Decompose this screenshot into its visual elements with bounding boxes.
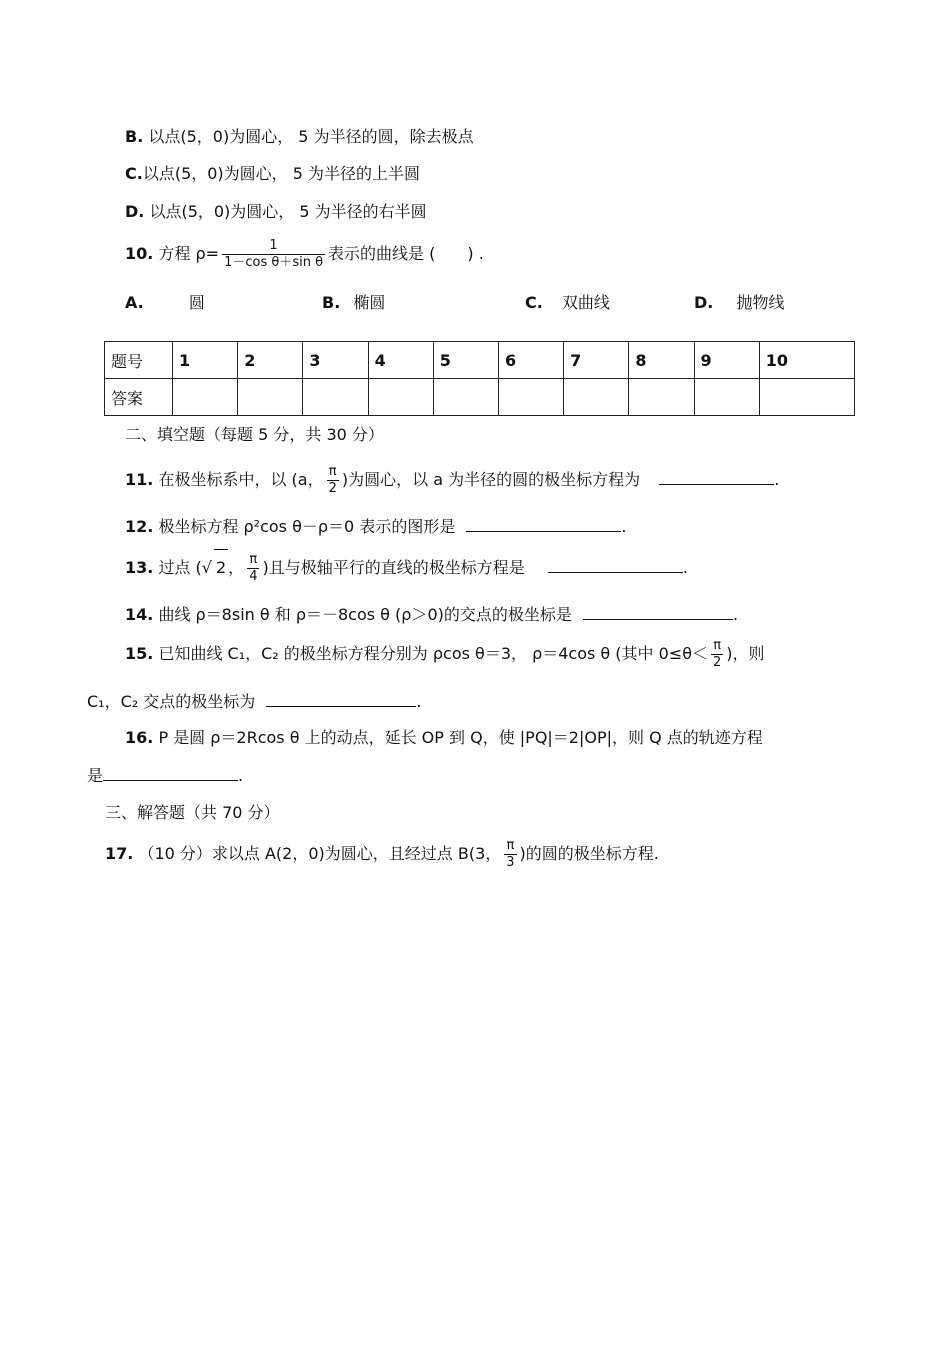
table-header-cell: 答案: [105, 379, 173, 416]
section-heading: 三、解答题（共 70 分）: [105, 803, 280, 822]
answer-cell[interactable]: [368, 379, 433, 416]
question-text: 在极坐标系中，以 (a，: [158, 470, 324, 489]
option-text: 圆: [188, 293, 205, 312]
option-letter: D.: [125, 202, 145, 221]
sqrt-radicand: 2: [214, 549, 228, 586]
question-text: 表示的曲线是 ( ) .: [328, 244, 484, 263]
fraction: [222, 238, 325, 271]
fraction-denominator: 2: [713, 655, 722, 670]
question-text: P 是圆 ρ＝2Rcos θ 上的动点，延长 OP 到 Q，使 |PQ|＝2|OP|，则 Q 点的轨迹方程: [158, 728, 763, 747]
option-letter: B.: [125, 127, 144, 146]
question-15: [125, 636, 765, 672]
question-11: [125, 462, 779, 498]
table-cell: 7: [564, 342, 629, 379]
fraction-numerator: π: [247, 552, 259, 569]
table-cell: 2: [238, 342, 303, 379]
table-cell: 4: [368, 342, 433, 379]
table-header-cell: 题号: [105, 342, 173, 379]
answer-cell[interactable]: [238, 379, 303, 416]
q10-option-a: [125, 290, 205, 313]
question-text: 极坐标方程 ρ²cos θ－ρ＝0 表示的图形是: [158, 517, 456, 536]
fraction-denominator: 1－cos θ＋sin θ: [224, 255, 324, 270]
table-cell: 1: [173, 342, 238, 379]
fraction: [711, 638, 723, 671]
option-text: 以点(5，0)为圆心， 5 为半径的右半圆: [149, 202, 427, 221]
question-text: 是: [87, 766, 104, 785]
question-text: （10 分）求以点 A(2，0)为圆心，且经过点 B(3，: [138, 844, 502, 863]
q10-option-c: [525, 290, 610, 313]
section-heading: 二、填空题（每题 5 分，共 30 分）: [125, 425, 384, 444]
option-letter: C.: [125, 164, 143, 183]
question-number: 13.: [125, 558, 154, 577]
comma: ，: [228, 558, 245, 577]
fraction-numerator: 1: [222, 238, 325, 255]
table-row: [105, 379, 855, 416]
question-number: 12.: [125, 517, 154, 536]
question-text: )，则: [726, 644, 765, 663]
q9-option-b: [125, 127, 474, 147]
answer-cell[interactable]: [498, 379, 563, 416]
table-cell: 9: [694, 342, 759, 379]
question-text: 过点 (: [158, 558, 202, 577]
question-15-continued: [87, 690, 421, 712]
fraction-numerator: π: [327, 464, 339, 481]
option-letter: A.: [125, 293, 144, 312]
option-letter: B.: [322, 293, 341, 312]
option-text: 以点(5，0)为圆心， 5 为半径的圆，除去极点: [148, 127, 474, 146]
question-text: )的圆的极坐标方程.: [519, 844, 659, 863]
question-number: 17.: [105, 844, 134, 863]
answer-table: [104, 341, 855, 416]
question-12: [125, 515, 627, 537]
question-16: [125, 728, 763, 748]
answer-cell[interactable]: [433, 379, 498, 416]
option-letter: C.: [525, 293, 543, 312]
question-17: [105, 836, 659, 872]
fraction-denominator: 3: [506, 855, 515, 870]
table-cell: 5: [433, 342, 498, 379]
option-text: 抛物线: [736, 293, 785, 312]
question-number: 11.: [125, 470, 154, 489]
q10-option-d: [694, 290, 784, 313]
question-text: 已知曲线 C₁，C₂ 的极坐标方程分别为 ρcos θ＝3， ρ＝4cos θ (其中 0≤θ＜: [158, 644, 709, 663]
question-13: 13. 过点 (√ 2 ， $\frac{\pi}{4}$ )且与极轴平行的直线的极坐标方程是 .: [125, 549, 688, 586]
option-text: 以点(5，0)为圆心， 5 为半径的上半圆: [142, 164, 421, 183]
answer-cell[interactable]: [564, 379, 629, 416]
fraction: [327, 464, 339, 497]
period: .: [416, 692, 422, 711]
question-16-continued: [87, 764, 243, 786]
period: .: [732, 605, 739, 624]
question-number: 14.: [125, 605, 154, 624]
answer-blank[interactable]: [548, 556, 683, 573]
answer-cell[interactable]: [694, 379, 759, 416]
fraction-numerator: π: [504, 838, 516, 855]
fraction-numerator: π: [711, 638, 723, 655]
question-text: C₁，C₂ 交点的极坐标为: [87, 692, 256, 711]
fraction-denominator: 4: [249, 569, 258, 584]
table-cell: 3: [303, 342, 368, 379]
question-14: [125, 603, 738, 625]
question-number: 10.: [125, 244, 154, 263]
q9-option-c: [125, 164, 420, 184]
table-cell: 6: [498, 342, 563, 379]
period: .: [682, 558, 688, 577]
answer-cell[interactable]: [303, 379, 368, 416]
option-text: 椭圆: [353, 293, 386, 312]
option-letter: D.: [694, 293, 714, 312]
period: .: [774, 470, 780, 489]
question-text: )且与极轴平行的直线的极坐标方程是: [262, 558, 525, 577]
question-10: [125, 236, 484, 272]
period: .: [621, 517, 627, 536]
question-text: 曲线 ρ＝8sin θ 和 ρ＝－8cos θ (ρ＞0)的交点的极坐标是: [158, 605, 572, 624]
option-text: 双曲线: [561, 293, 610, 312]
answer-cell[interactable]: [629, 379, 694, 416]
answer-blank[interactable]: [583, 603, 733, 620]
q9-option-d: [125, 202, 427, 222]
answer-blank[interactable]: [659, 468, 774, 485]
question-number: 16.: [125, 728, 154, 747]
q10-option-b: [322, 290, 385, 313]
answer-blank[interactable]: [266, 690, 416, 707]
answer-blank[interactable]: [103, 764, 238, 781]
period: .: [238, 766, 244, 785]
fraction-denominator: 2: [328, 481, 337, 496]
answer-blank[interactable]: [466, 515, 621, 532]
answer-cell[interactable]: [759, 379, 854, 416]
question-number: 15.: [125, 644, 154, 663]
table-row: [105, 342, 855, 379]
question-text: 方程 ρ=: [158, 244, 220, 263]
fraction: [504, 838, 516, 871]
table-cell: 8: [629, 342, 694, 379]
answer-cell[interactable]: [173, 379, 238, 416]
table-cell: 10: [759, 342, 854, 379]
fraction: [247, 552, 259, 585]
question-text: )为圆心，以 a 为半径的圆的极坐标方程为: [341, 470, 641, 489]
